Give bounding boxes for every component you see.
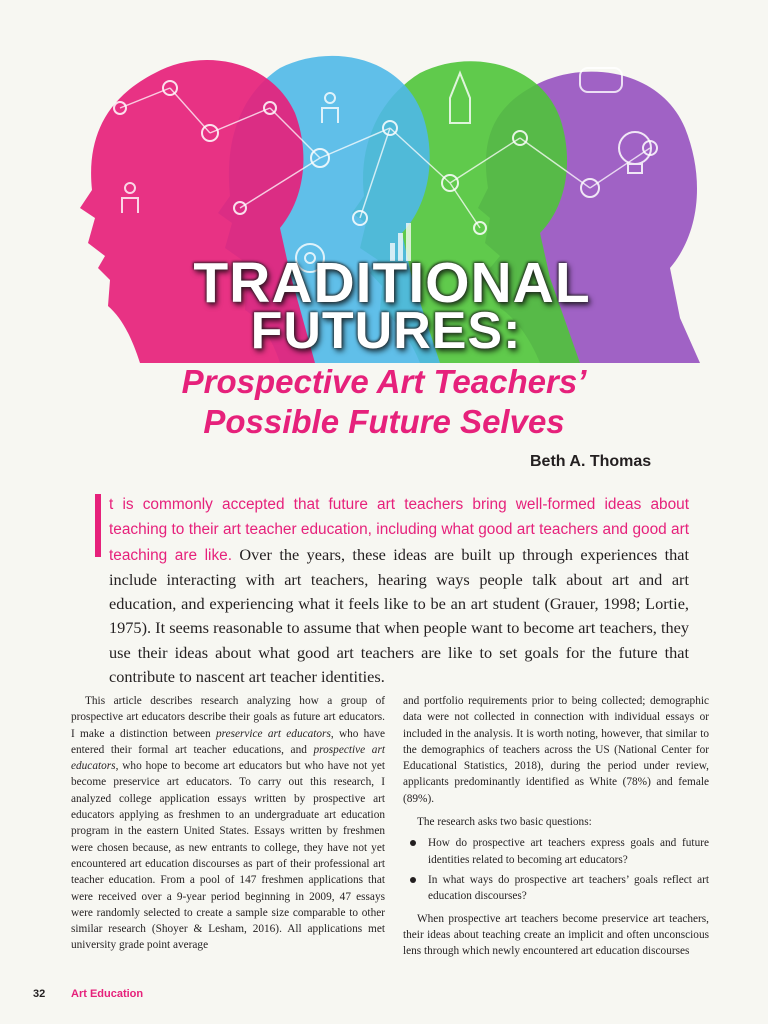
right-column	[403, 693, 709, 959]
author-byline: Beth A. Thomas	[530, 453, 652, 470]
question-list	[403, 835, 709, 904]
subtitle-line-1: Prospective Art Teachers’	[181, 363, 587, 400]
drop-cap-i	[95, 494, 101, 557]
left-column	[71, 693, 385, 954]
list-item: How do prospective art teachers express goals and future identities related to becoming art educators?	[428, 835, 709, 868]
title-line-1: TRADITIONAL	[193, 251, 591, 315]
journal-name: Art Education	[71, 988, 144, 1000]
body-paragraph: and portfolio requirements prior to being collected; demographic data were not collected in connection with individual essays or included in the analysis. It is worth noting, however, that similar to the demographics of teachers across the US (National Center for Educational Statistics, 2018), during the period under review, applicants predominantly identified as White (78%) and female (89%).	[403, 695, 709, 805]
lead-highlight-text: t is commonly accepted that future art teachers bring well-formed ideas about teaching to their art teacher education, including what good art teachers and good art teaching are like.	[109, 496, 689, 564]
body-paragraph: The research asks two basic questions:	[417, 816, 592, 829]
list-item: In what ways do prospective art teachers’ goals reflect art education discourses?	[428, 872, 709, 905]
lead-paragraph	[109, 492, 689, 689]
page-number: 32	[33, 988, 46, 1000]
body-paragraph: When prospective art teachers become preservice art teachers, their ideas about teaching create an implicit and often unconscious lens through which newly encountered art education discourses	[403, 912, 709, 958]
lead-body-text: Over the years, these ideas are built up through experiences that include interacting with art teachers, hearing ways people talk about art and art education, and experiencing what it feels like to be an art student (Grauer, 1998; Lortie, 1975). It seems reasonable to assume that when people want to become art teachers, they use their ideas about what good art teachers are like to set goals for the future that contribute to nascent art teacher identities.	[109, 544, 689, 687]
body-paragraph: This article describes research analyzing how a group of prospective art educators describe their goals as future art educators. I make a distinction between preservice art educators, who have entered their formal art teacher educations, and prospective art educators, who hope to become art educators but who have not yet become preservice art educators. To carry out this research, I analyzed college application essays written by prospective art educators applying as freshmen to an undergraduate art education program in the eastern United States. Essays written by freshmen were chosen because, as new entrants to college, they have not yet encountered art education discourses as part of their professional art teacher education. From a pool of 147 freshmen applications that were received over a 9-year period beginning in 2009, 47 essays were randomly selected to create a sample size comparable to other similar research (Shoyer & Lesham, 2016). All applications met university grade point average	[71, 695, 385, 952]
subtitle-line-2: Possible Future Selves	[203, 403, 565, 440]
title-line-2: FUTURES:	[250, 302, 522, 360]
